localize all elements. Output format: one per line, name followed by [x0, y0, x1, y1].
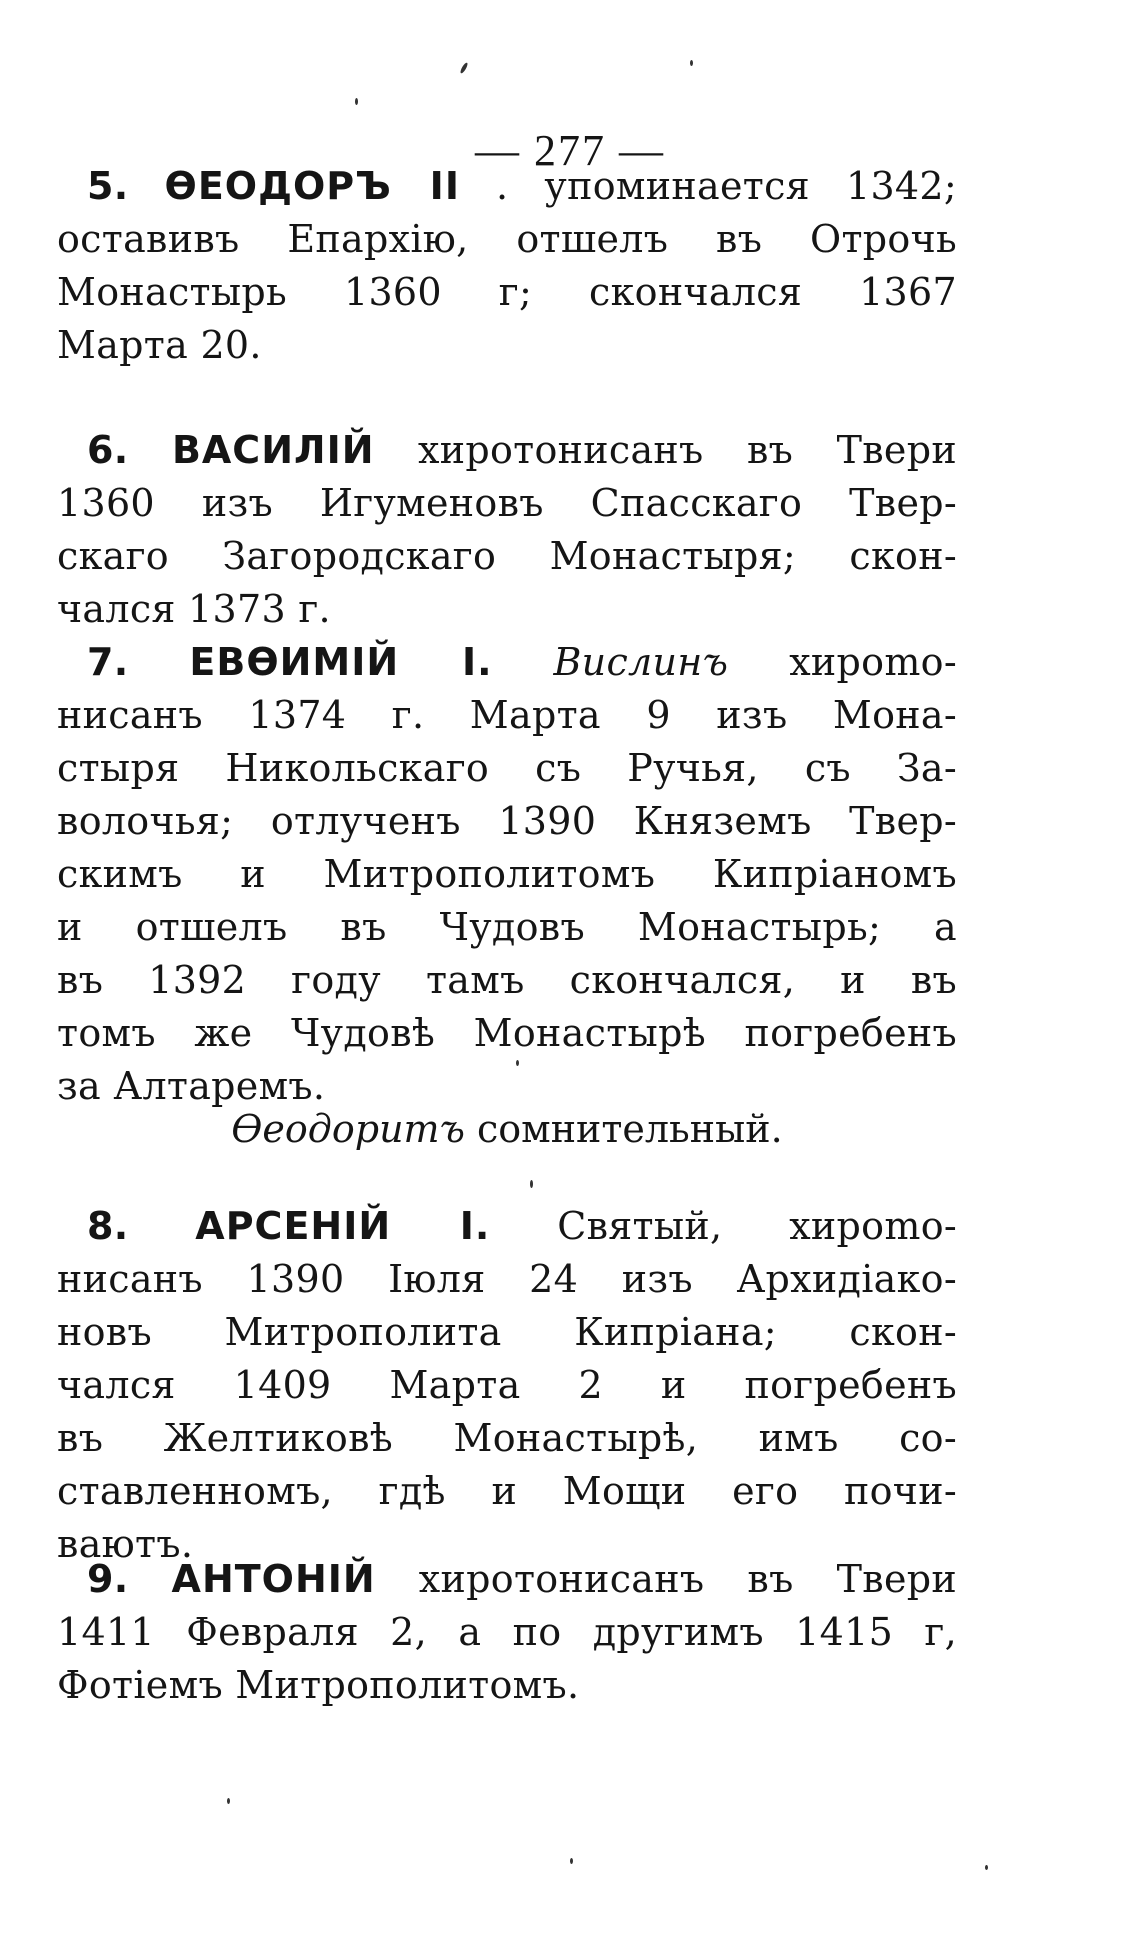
- entry-name: ѲЕОДОРЪ II: [164, 164, 460, 208]
- entry-line: оставивъ Епархiю, отшелъ въ Отрочь: [57, 217, 957, 261]
- entry-line: скимъ и Митрополитомъ Кипрiаномъ: [57, 852, 957, 896]
- scan-speck: [690, 60, 693, 66]
- entry-line: скаго Загородскаго Монастыря; скон-: [57, 534, 957, 578]
- entry-9: [57, 1553, 957, 1712]
- entry-line: Монастырь 1360 г; скончался 1367: [57, 270, 957, 314]
- entry-line: и отшелъ въ Чудовъ Монастырь; а: [57, 905, 957, 949]
- scan-speck: [530, 1180, 533, 1188]
- entry-number: 6.: [87, 428, 129, 472]
- entry-name: АНТОНIЙ: [171, 1557, 376, 1601]
- entry-line: Фотiемъ Митрополитомъ.: [57, 1663, 580, 1707]
- entry-line: въ 1392 году тамъ скончался, и въ: [57, 958, 957, 1002]
- entry-7: [57, 636, 957, 1113]
- entry-text: хиротонисанъ въ Твери: [418, 1557, 957, 1601]
- entry-name: ЕВѲИМIЙ I.: [189, 640, 493, 684]
- scan-speck: [985, 1865, 988, 1870]
- entry-line: томъ же Чудовѣ Монастырѣ погребенъ: [57, 1011, 957, 1055]
- entry-number: 9.: [87, 1557, 129, 1601]
- entry-line: 1360 изъ Игуменовъ Спасскаго Твер-: [57, 481, 957, 525]
- entry-text: хироmo-: [789, 640, 957, 684]
- entry-line: стыря Никольскаго съ Ручья, съ За-: [57, 746, 957, 790]
- doubtful-label: сомнительный.: [477, 1107, 783, 1151]
- entry-text: Святый, хироmo-: [557, 1204, 958, 1248]
- entry-line: чался 1409 Марта 2 и погребенъ: [57, 1363, 957, 1407]
- entry-line: [57, 1553, 957, 1606]
- scan-speck: [227, 1798, 230, 1804]
- entry-line: нисанъ 1374 г. Марта 9 изъ Мона-: [57, 693, 957, 737]
- entry-line: ваютъ.: [57, 1522, 194, 1566]
- entry-8: [57, 1200, 957, 1571]
- entry-name: АРСЕНIЙ I.: [195, 1204, 491, 1248]
- entry-name: ВАСИЛIЙ: [171, 428, 375, 472]
- entry-line: 1411 Февраля 2, а по другимъ 1415 г,: [57, 1610, 957, 1654]
- entry-line: волочья; отлученъ 1390 Княземъ Твер-: [57, 799, 957, 843]
- scan-speck: [355, 98, 358, 105]
- entry-epithet: Вислинъ: [553, 640, 729, 684]
- entry-line: ставленномъ, гдѣ и Мощи его почи-: [57, 1469, 957, 1513]
- page-number: — 277 —: [475, 126, 665, 175]
- entry-line: въ Желтиковѣ Монастырѣ, имъ со-: [57, 1416, 957, 1460]
- scan-speck: [516, 1060, 519, 1066]
- entry-6: [57, 424, 957, 636]
- entry-number: 5.: [87, 164, 129, 208]
- entry-number: 7.: [87, 640, 129, 684]
- entry-line: [57, 160, 957, 213]
- entry-number: 8.: [87, 1204, 129, 1248]
- entry-line: [57, 1200, 957, 1253]
- entry-line: за Алтаремъ.: [57, 1064, 326, 1108]
- entry-line: чался 1373 г.: [57, 587, 331, 631]
- entry-line: [57, 424, 957, 477]
- entry-line: нисанъ 1390 Iюля 24 изъ Архидiако-: [57, 1257, 957, 1301]
- entry-text: . упоминается 1342;: [496, 164, 957, 208]
- scan-speck: [570, 1858, 573, 1864]
- entry-line: новъ Митрополита Кипрiана; скон-: [57, 1310, 957, 1354]
- entry-text: хиротонисанъ въ Твери: [417, 428, 957, 472]
- doubtful-name: Ѳеодоритъ: [231, 1107, 465, 1151]
- entry-line: Марта 20.: [57, 323, 262, 367]
- entry-5: [57, 160, 957, 372]
- scan-speck: [459, 62, 468, 74]
- doubtful-entry: [57, 1103, 957, 1156]
- entry-line: [57, 636, 957, 689]
